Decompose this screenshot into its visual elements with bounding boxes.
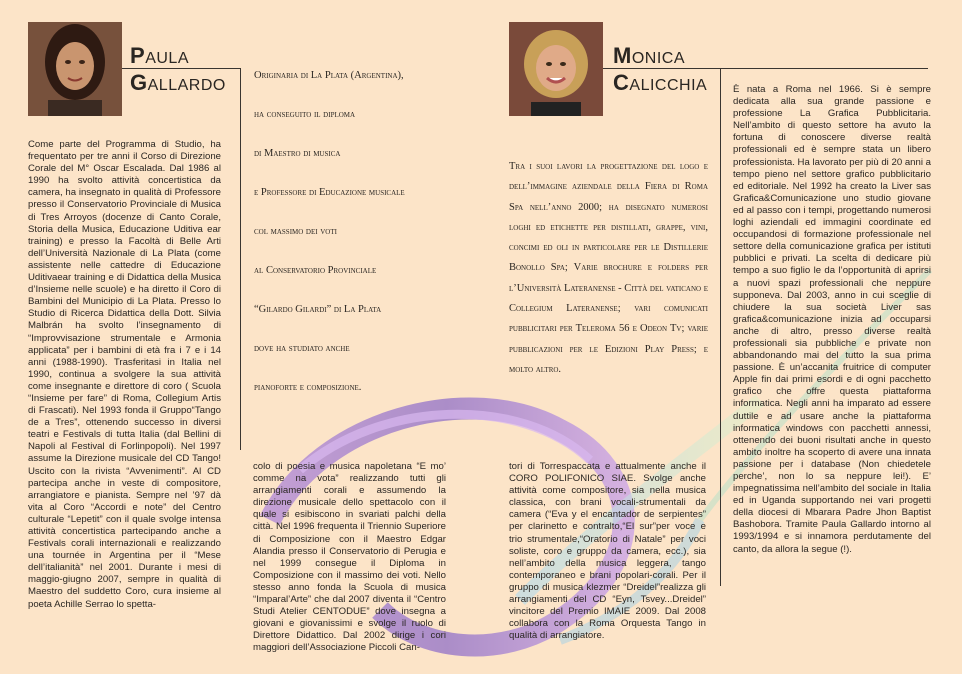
paula-rule-horizontal (122, 68, 240, 69)
monica-photo (509, 22, 603, 116)
paula-bio-col2: colo di poesia e musica napoletana “E mo’ comme na vota” realizzando tutti gli arrangiamenti corali e assumendo la direzione musicale dello spettacolo con il quale si esibiscono in svariati palchi della città. Nel 1996 frequenta il Triennio Superiore di Composizione con il Maestro Edgar Alandia presso il Conservatorio di Perugia e nel 1999 consegue il Diploma in Composizione con il massimo dei voti. Nello stesso anno fonda la Scuola di musica “Imparal’Arte” che dal 2007 diventa il “Centro Studi Atelier CENTODUE” dove insegna a giovani e giovanissimi e svolge il ruolo di Direttore Didattico. Dal 2002 dirige i cori maggiori dell’Associazione Piccoli Can- (253, 461, 446, 654)
paula-intro-line: Originaria di La Plata (Argentina), (254, 70, 404, 81)
monica-rule-horizontal (603, 68, 928, 69)
monica-name: MONICA CALICCHIA (613, 43, 708, 95)
monica-intro: Tra i suoi lavori la progettazione del logo e dell’immagine aziendale della Fiera di Roma Spa nell’anno 2000; ha disegnato numerosi loghi ed etichette per distillati, grappe, vini, concimi ed oli in particolare per le Distillerie Bonollo Spa; Varie brochure e folders per l’Università Lateranense - Città del vaticano e Collegium Lateranense; vari comunicati pubblicitari per Teleroma 56 e Odeon Tv; varie pubblicazioni per le Edizioni Play Press; e molto altro. (509, 161, 708, 375)
paula-intro-line: dove ha studiato anche (254, 343, 350, 354)
paula-intro-line: di Maestro di musica (254, 148, 341, 159)
paula-bio-col1: Come parte del Programma di Studio, ha frequentato per tre anni il Corso di Direzione Corale del M° Oscar Escalada. Dal 1986 al 1990 ha svolto attività concertistica da camera, ha insegnato in qualità di Professore presso il Conservatorio Provinciale di Musica di Tres Arroyos (docenze di Canto Corale, Storia della Musica, Educazione Uditiva ear training) e presso la Facoltà di Belle Arti dell’Università Nazionale di La Plata (come assistente nelle cattedre di Educazione Uditivaear training e di Didattica della Musica d’Insieme nelle scuole) e ha diretto il Coro di Bambini del Municipio di La Plata. Presso lo Studio di Ricerca Didattica della Dott. Silvia Malbrán ha svolto l’insegnamento di “Improvvisazione strumentale e Armonia applicata” per i bambini di età fra i 7 e i 14 anni (1988-1990). Trasferitasi in Italia nel 1990, continua a svolgere la sua attività come insegnante e direttore di coro ( Scuola “Insieme per fare” di Roma, Collegium Artis di Frascati). Nel 1993 fonda il Gruppo“Tango de a Tres”, ottenendo successo in diversi teatri e Festivals di tutta Italia (dal Bellini di Napoli al Festival di Forlinpopoli). Nel 1997 assume la Direzione musicale del CD Tango! Uscito con la rivista “Avvenimenti”. Al CD partecipa anche in veste di compositore, arrangiatore e pianista. Sempre nel ’97 dà vita al Coro “Accordi e note” del Centro culturale “Lepetit” con il quale svolge intensa attività concertistica partecipando anche a Festivals corali internazionali e realizzando una tournée in Argentina per il “Mese dell’italianità” nel 2001. Durante i mesi di maggio-giugno 2007, sempre in qualità di Maestro del suddetto Coro, cura insieme al poeta Achille Serrao lo spetta- (28, 139, 221, 610)
paula-intro-line: ha conseguito il diploma (254, 109, 356, 120)
paula-intro-line: al Conservatorio Provinciale (254, 265, 377, 276)
paula-intro-line: pianoforte e composizione. (254, 382, 362, 393)
paula-photo (28, 22, 122, 116)
monica-rule-vertical (720, 68, 721, 586)
paula-name: PAULA GALLARDO (130, 43, 226, 95)
paula-intro-line: col massimo dei voti (254, 226, 337, 237)
paula-bio-col3: tori di Torrespaccata e attualmente anche il CORO POLIFONICO SIAE. Svolge anche attività come compositore, sia nella musica classica, con brani vocali-strumentali da camera (“Eva y el encantador de serpientes” per clarinetto e contralto,“El sur”per voce e trio strumentale,“Oratorio di Natale” per voci soliste, coro e gruppo da camera, ecc.), sia nell’ambito della musica leggera, tango contemporaneo e brani popolari-corali. Per il gruppo di musica klezmer “Dreidel”realizza gli arrangiamenti del CD “Eyn, Tsvey...Dreidel” vincitore del Premio IMAIE 2009. Dal 2008 collabora con la Roma Orquesta Tango in qualità di arrangiatore. (509, 461, 706, 642)
monica-bio: È nata a Roma nel 1966. Si è sempre dedicata alla sua grande passione e professione La Grafica Pubblicitaria. Nell’ambito di questo settore ha avuto la fortuna di conoscere diverse realtà professionali ed è sempre stata un libero professionista. Ha lavorato per più di 20 anni a tempo pieno nel settore grafico pubblicitario ed editoriale. Nel 1992 ha creato la Liver sas Grafica&Comunicazione uno studio giovane ed al passo con i tempi, progettando numerosi loghi aziendali ed immagini coordinate ed occupandosi di formazione professionale nel settore della comunicazione grafica per istituti pubblici e privati. La scelta di dedicare più tempo a suo figlio le da l’opportunità di aprirsi a nuovi spazi professionali che neppure supponeva. Dal 2003, anno in cui sceglie di chiudere la sua società Liver sas grafica&comunicazione inizia ad occuparsi anche di altro, presso diverse realtà professionali sia pubbliche e private non abbandonando mai del tutto la sua prima passione. È un’accanita fruitrice di computer Apple fin dai primi esordi e di ogni pacchetto grafico che offre questa piattaforma informatica. Negli anni ha imparato ad essere duttile e ad usare anche la piattaforma informatica windows con pacchetti annessi, ottenendo dei buoni risultati anche in questo ambito inoltre ha scoperto di avere una innata passione per i database (Non chiedetele perche’, non lo sa neppure lei!). E’ impegnatissima nell’ambito del sociale in Italia ed in Uganda supportando nei vari progetti della diocesi di Mbarara Padre Jhon Baptist Bashobora. Tramite Paula Gallardo intorno al 1993/1994 e si innamora perdutamente del canto, da allora la segue (!). (733, 84, 931, 555)
paula-intro-line: e Professore di Educazione musicale (254, 187, 405, 198)
paula-intro (254, 56, 464, 407)
paula-rule-vertical (240, 68, 241, 450)
paula-intro-line: “Gilardo Gilardi” di La Plata (254, 304, 382, 315)
